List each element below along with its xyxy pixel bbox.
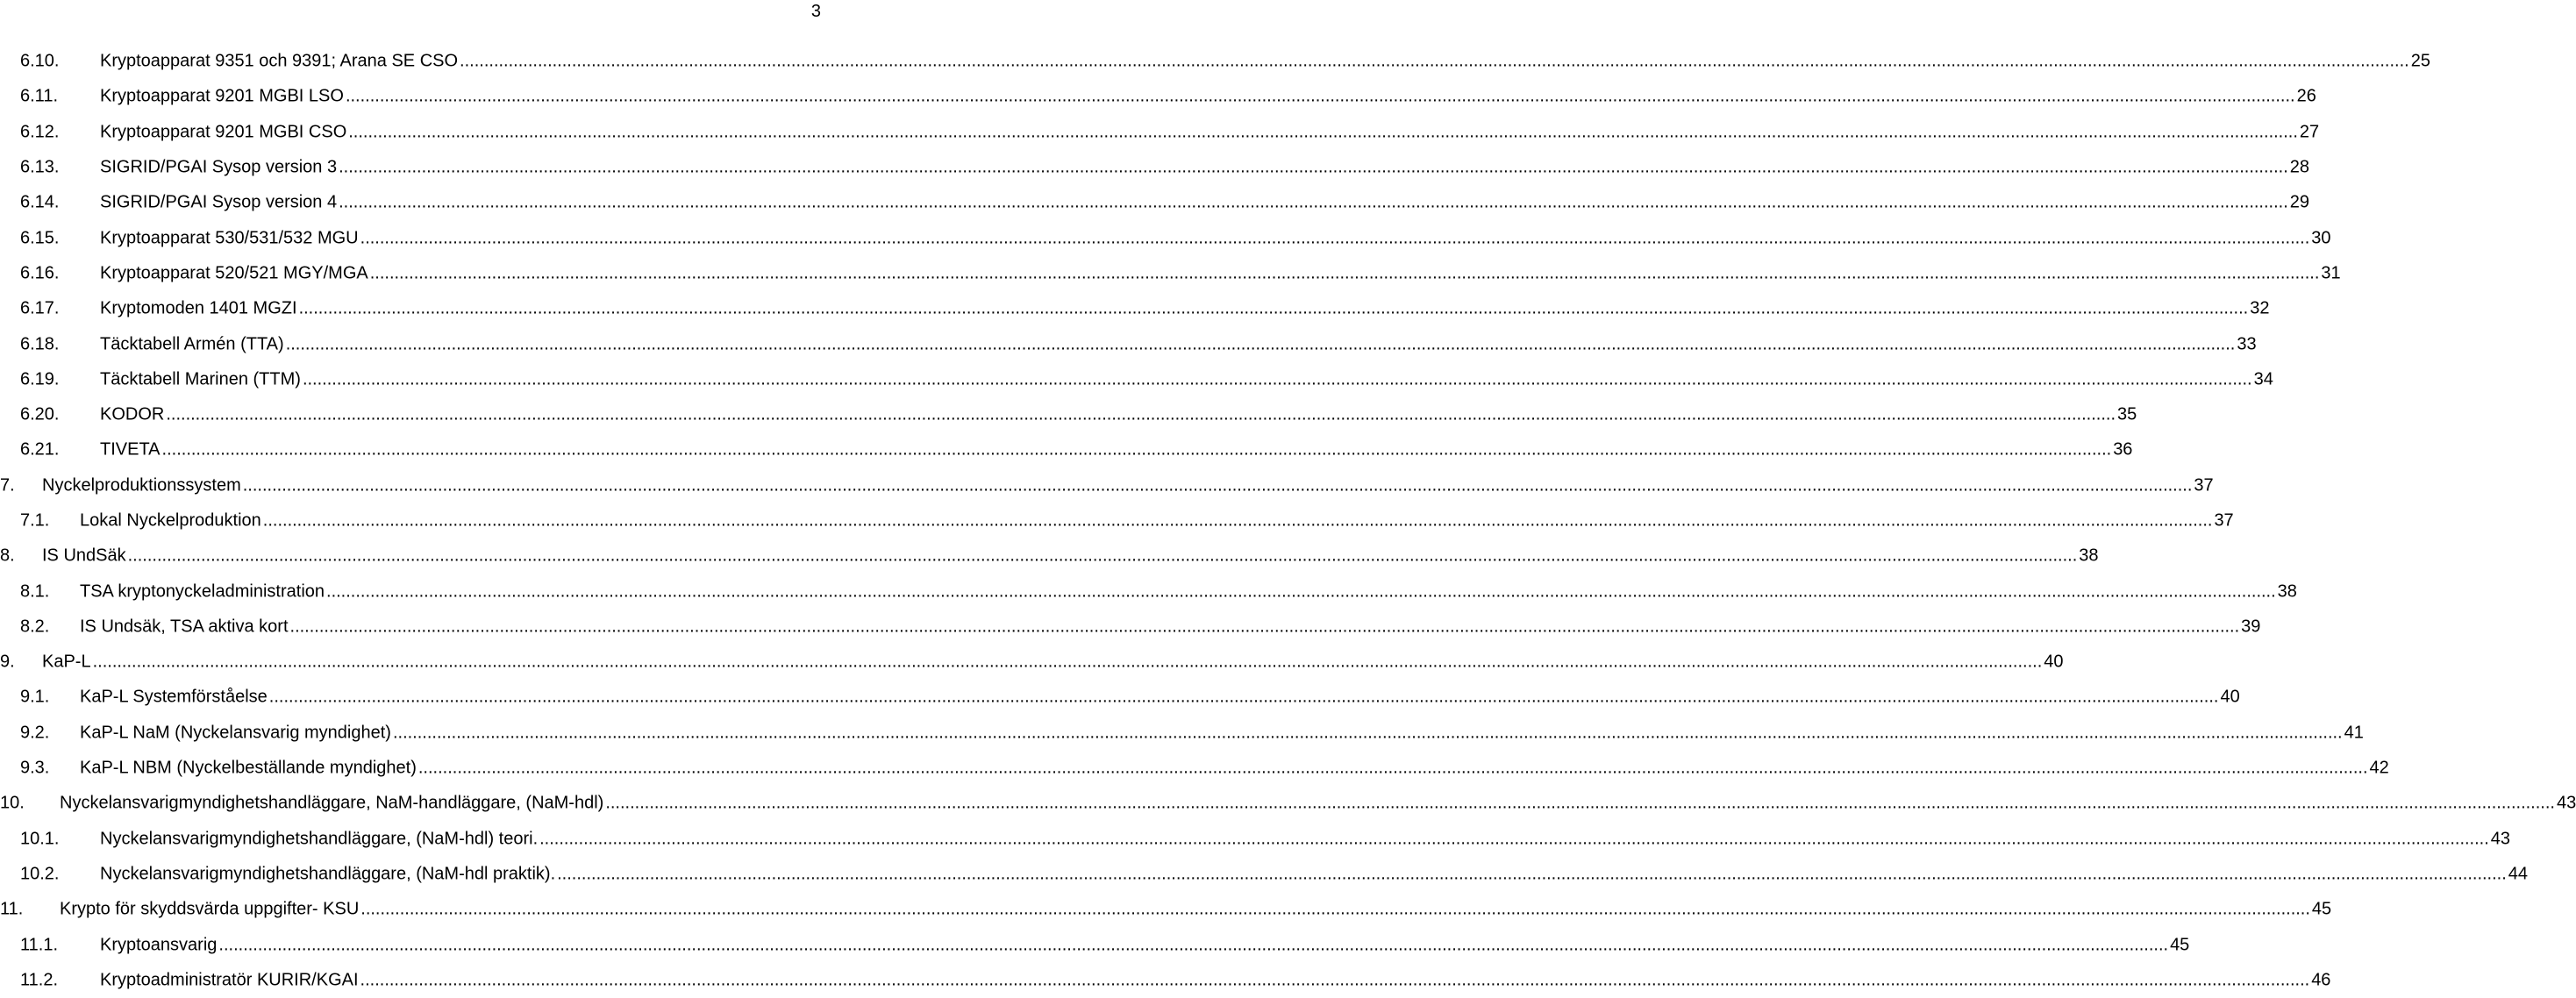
toc-entry-line (100, 369, 2273, 389)
toc-entry[interactable] (0, 115, 2320, 150)
toc-entry-page: 43 (2490, 829, 2511, 849)
toc-entry-line (100, 228, 2331, 248)
toc-entry-line (100, 439, 2133, 460)
toc-entry-title: Kryptomoden 1401 MGZI (100, 298, 297, 318)
toc-entry-title: KaP-L NaM (Nyckelansvarig myndighet) (80, 723, 391, 743)
toc-entry-line (100, 935, 2190, 955)
toc-entry-number: 6.19. (20, 369, 60, 389)
toc-entry[interactable] (0, 716, 2364, 751)
toc-dot-leader: ................................................................................................................................................................................................................................................................................................................................................................................................................ (360, 970, 2310, 990)
toc-entry[interactable] (0, 857, 2529, 892)
toc-entry-title: SIGRID/PGAI Sysop version 4 (100, 192, 338, 212)
table-of-contents (0, 44, 2576, 998)
toc-entry[interactable] (0, 963, 2331, 998)
toc-entry-number: 6.11. (20, 86, 58, 106)
toc-entry-title: Lokal Nyckelproduktion (80, 510, 261, 531)
toc-entry[interactable] (0, 432, 2133, 467)
toc-entry-number: 11.2. (20, 970, 58, 990)
toc-entry-page: 37 (2214, 510, 2234, 531)
toc-entry-line (42, 545, 2099, 567)
toc-entry-page: 38 (2079, 545, 2099, 566)
toc-entry-page: 43 (2556, 793, 2576, 813)
toc-entry-line (100, 263, 2341, 283)
toc-dot-leader: ................................................................................................................................................................................................................................................................................................................................................................................................................ (369, 263, 2320, 283)
toc-dot-leader: ................................................................................................................................................................................................................................................................................................................................................................................................................ (360, 228, 2310, 248)
toc-entry-number: 8.1. (20, 581, 50, 602)
toc-entry-page: 35 (2117, 404, 2137, 424)
toc-dot-leader: ................................................................................................................................................................................................................................................................................................................................................................................................................ (339, 192, 2288, 212)
toc-entry-page: 26 (2296, 86, 2316, 106)
toc-entry-line (100, 157, 2310, 178)
toc-entry-line (100, 51, 2430, 72)
toc-entry-line (100, 86, 2316, 107)
toc-entry-line (42, 652, 2064, 673)
toc-entry-number: 6.17. (20, 298, 60, 318)
toc-dot-leader: ................................................................................................................................................................................................................................................................................................................................................................................................................ (218, 935, 2169, 955)
toc-entry-page: 34 (2253, 369, 2273, 389)
toc-dot-leader: ................................................................................................................................................................................................................................................................................................................................................................................................................ (348, 122, 2298, 142)
toc-entry-page: 46 (2311, 970, 2331, 990)
toc-entry-title: Kryptoapparat 530/531/532 MGU (100, 228, 359, 248)
toc-entry-title: Kryptoansvarig (100, 935, 218, 955)
toc-entry-number: 8.2. (20, 617, 50, 637)
toc-dot-leader: ................................................................................................................................................................................................................................................................................................................................................................................................................ (302, 369, 2252, 389)
toc-entry-title: TSA kryptonyckeladministration (80, 581, 325, 602)
toc-entry-line (42, 475, 2214, 495)
toc-entry-title: Täcktabell Marinen (TTM) (100, 369, 301, 389)
toc-entry-number: 9.3. (20, 758, 50, 778)
toc-entry[interactable] (0, 362, 2273, 397)
toc-entry-line (80, 758, 2389, 779)
toc-entry-page: 41 (2344, 723, 2364, 743)
toc-entry-number: 7.1. (20, 510, 50, 531)
toc-entry-line (80, 510, 2234, 531)
toc-entry-title: Kryptoapparat 9201 MGBI CSO (100, 122, 347, 142)
toc-entry-line (100, 864, 2529, 884)
toc-entry-title: TIVETA (100, 439, 161, 460)
toc-entry-page: 33 (2237, 334, 2257, 354)
toc-entry-line (80, 687, 2240, 708)
toc-entry-title: Täcktabell Armén (TTA) (100, 334, 284, 354)
toc-entry[interactable] (0, 538, 2099, 574)
toc-entry-line (80, 723, 2364, 743)
toc-entry-title: KaP-L Systemförståelse (80, 687, 268, 707)
toc-entry[interactable] (0, 397, 2137, 432)
toc-entry[interactable] (0, 79, 2316, 114)
toc-entry[interactable] (0, 822, 2511, 857)
toc-entry-page: 40 (2220, 687, 2240, 707)
toc-entry-number: 6.12. (20, 122, 60, 142)
toc-dot-leader: ................................................................................................................................................................................................................................................................................................................................................................................................................ (557, 864, 2507, 884)
toc-entry-line (60, 793, 2576, 814)
toc-entry-number: 9. (0, 652, 15, 672)
toc-entry[interactable] (0, 150, 2310, 185)
toc-entry-line (100, 829, 2511, 849)
toc-entry-line (100, 970, 2331, 990)
toc-entry-title: Nyckelansvarigmyndighetshandläggare, NaM-handläggare, (NaM-hdl) (60, 793, 604, 813)
toc-entry-number: 8. (0, 545, 15, 566)
toc-entry-page: 42 (2369, 758, 2389, 778)
toc-entry-title: Kryptoapparat 9201 MGBI LSO (100, 86, 344, 106)
toc-entry-title: Nyckelansvarigmyndighetshandläggare, (NaM-hdl praktik). (100, 864, 556, 884)
toc-dot-leader: ................................................................................................................................................................................................................................................................................................................................................................................................................ (539, 829, 2489, 849)
toc-entry-page: 36 (2113, 439, 2133, 460)
toc-entry-number: 7. (0, 475, 15, 495)
toc-entry-page: 30 (2311, 228, 2331, 248)
toc-entry-page: 45 (2311, 899, 2332, 919)
toc-entry-title: KaP-L (42, 652, 91, 672)
toc-dot-leader: ................................................................................................................................................................................................................................................................................................................................................................................................................ (392, 723, 2343, 743)
toc-entry[interactable] (0, 892, 2332, 927)
toc-entry-page: 39 (2241, 617, 2261, 637)
toc-entry-title: Krypto för skyddsvärda uppgifter- KSU (60, 899, 360, 919)
toc-entry[interactable] (0, 503, 2234, 538)
toc-entry[interactable] (0, 291, 2270, 326)
toc-dot-leader: ................................................................................................................................................................................................................................................................................................................................................................................................................ (127, 545, 2078, 566)
toc-dot-leader: ................................................................................................................................................................................................................................................................................................................................................................................................................ (345, 86, 2295, 106)
toc-entry-title: Nyckelproduktionssystem (42, 475, 241, 495)
toc-entry-number: 10.1. (20, 829, 60, 849)
toc-entry-number: 6.15. (20, 228, 60, 248)
toc-entry-line (100, 404, 2137, 425)
toc-entry-line (100, 192, 2310, 213)
toc-entry-line (100, 298, 2270, 319)
toc-dot-leader: ................................................................................................................................................................................................................................................................................................................................................................................................................ (326, 581, 2276, 602)
toc-entry-number: 9.1. (20, 687, 50, 707)
toc-entry-title: KODOR (100, 404, 165, 424)
toc-dot-leader: ................................................................................................................................................................................................................................................................................................................................................................................................................ (166, 404, 2116, 424)
toc-entry-page: 27 (2299, 122, 2320, 142)
toc-entry-title: Nyckelansvarigmyndighetshandläggare, (NaM-hdl) teori. (100, 829, 539, 849)
toc-entry-line (80, 581, 2297, 602)
toc-entry-number: 6.10. (20, 51, 60, 71)
toc-entry[interactable] (0, 220, 2331, 255)
toc-entry-number: 10. (0, 793, 25, 813)
toc-dot-leader: ................................................................................................................................................................................................................................................................................................................................................................................................................ (262, 510, 2213, 531)
toc-entry-page: 25 (2410, 51, 2430, 71)
toc-entry-number: 9.2. (20, 723, 50, 743)
toc-entry-number: 6.14. (20, 192, 60, 212)
toc-dot-leader: ................................................................................................................................................................................................................................................................................................................................................................................................................ (242, 475, 2193, 495)
toc-entry-page: 31 (2321, 263, 2341, 283)
toc-entry-page: 45 (2170, 935, 2190, 955)
toc-entry-page: 37 (2194, 475, 2214, 495)
toc-dot-leader: ................................................................................................................................................................................................................................................................................................................................................................................................................ (339, 157, 2288, 177)
toc-entry-page: 44 (2508, 864, 2529, 884)
toc-entry-number: 6.16. (20, 263, 60, 283)
toc-dot-leader: ................................................................................................................................................................................................................................................................................................................................................................................................................ (268, 687, 2219, 707)
toc-entry-title: Kryptoapparat 520/521 MGY/MGA (100, 263, 368, 283)
page-number: 3 (810, 2, 821, 21)
toc-entry-title: SIGRID/PGAI Sysop version 3 (100, 157, 338, 177)
toc-entry-title: Kryptoadministratör KURIR/KGAI (100, 970, 359, 990)
toc-entry-page: 38 (2277, 581, 2297, 602)
toc-dot-leader: ................................................................................................................................................................................................................................................................................................................................................................................................................ (460, 51, 2409, 71)
toc-entry[interactable] (0, 786, 2576, 821)
toc-entry-number: 10.2. (20, 864, 60, 884)
toc-entry[interactable] (0, 574, 2297, 609)
toc-entry[interactable] (0, 185, 2310, 220)
toc-dot-leader: ................................................................................................................................................................................................................................................................................................................................................................................................................ (417, 758, 2368, 778)
toc-entry-line (60, 899, 2332, 920)
toc-dot-leader: ................................................................................................................................................................................................................................................................................................................................................................................................................ (289, 617, 2240, 637)
toc-entry-title: Kryptoapparat 9351 och 9391; Arana SE CSO (100, 51, 459, 71)
toc-entry[interactable] (0, 609, 2261, 645)
toc-entry[interactable] (0, 751, 2389, 786)
toc-entry[interactable] (0, 680, 2240, 715)
toc-dot-leader: ................................................................................................................................................................................................................................................................................................................................................................................................................ (298, 298, 2249, 318)
toc-entry-line (80, 617, 2261, 637)
toc-entry-title: KaP-L NBM (Nyckelbeställande myndighet) (80, 758, 417, 778)
toc-entry-title: IS Undsäk, TSA aktiva kort (80, 617, 289, 637)
toc-dot-leader: ................................................................................................................................................................................................................................................................................................................................................................................................................ (161, 439, 2112, 460)
toc-entry[interactable] (0, 256, 2341, 291)
toc-entry-number: 6.21. (20, 439, 60, 460)
toc-entry[interactable] (0, 927, 2190, 962)
toc-entry-number: 11.1. (20, 935, 58, 955)
toc-entry-number: 6.18. (20, 334, 60, 354)
toc-dot-leader: ................................................................................................................................................................................................................................................................................................................................................................................................................ (285, 334, 2236, 354)
toc-entry-page: 32 (2250, 298, 2270, 318)
toc-dot-leader: ................................................................................................................................................................................................................................................................................................................................................................................................................ (92, 652, 2043, 672)
toc-dot-leader: ................................................................................................................................................................................................................................................................................................................................................................................................................ (360, 899, 2310, 919)
toc-entry[interactable] (0, 44, 2430, 79)
toc-entry[interactable] (0, 468, 2214, 503)
toc-entry-page: 28 (2289, 157, 2310, 177)
toc-entry-number: 6.20. (20, 404, 60, 424)
toc-entry-line (100, 122, 2320, 142)
toc-entry[interactable] (0, 326, 2257, 361)
toc-entry-page: 40 (2044, 652, 2064, 672)
toc-entry-number: 11. (0, 899, 24, 919)
toc-entry-page: 29 (2289, 192, 2310, 212)
toc-entry[interactable] (0, 645, 2064, 680)
toc-entry-title: IS UndSäk (42, 545, 126, 566)
toc-dot-leader: ................................................................................................................................................................................................................................................................................................................................................................................................................ (605, 793, 2555, 813)
toc-entry-line (100, 334, 2257, 354)
toc-entry-number: 6.13. (20, 157, 60, 177)
